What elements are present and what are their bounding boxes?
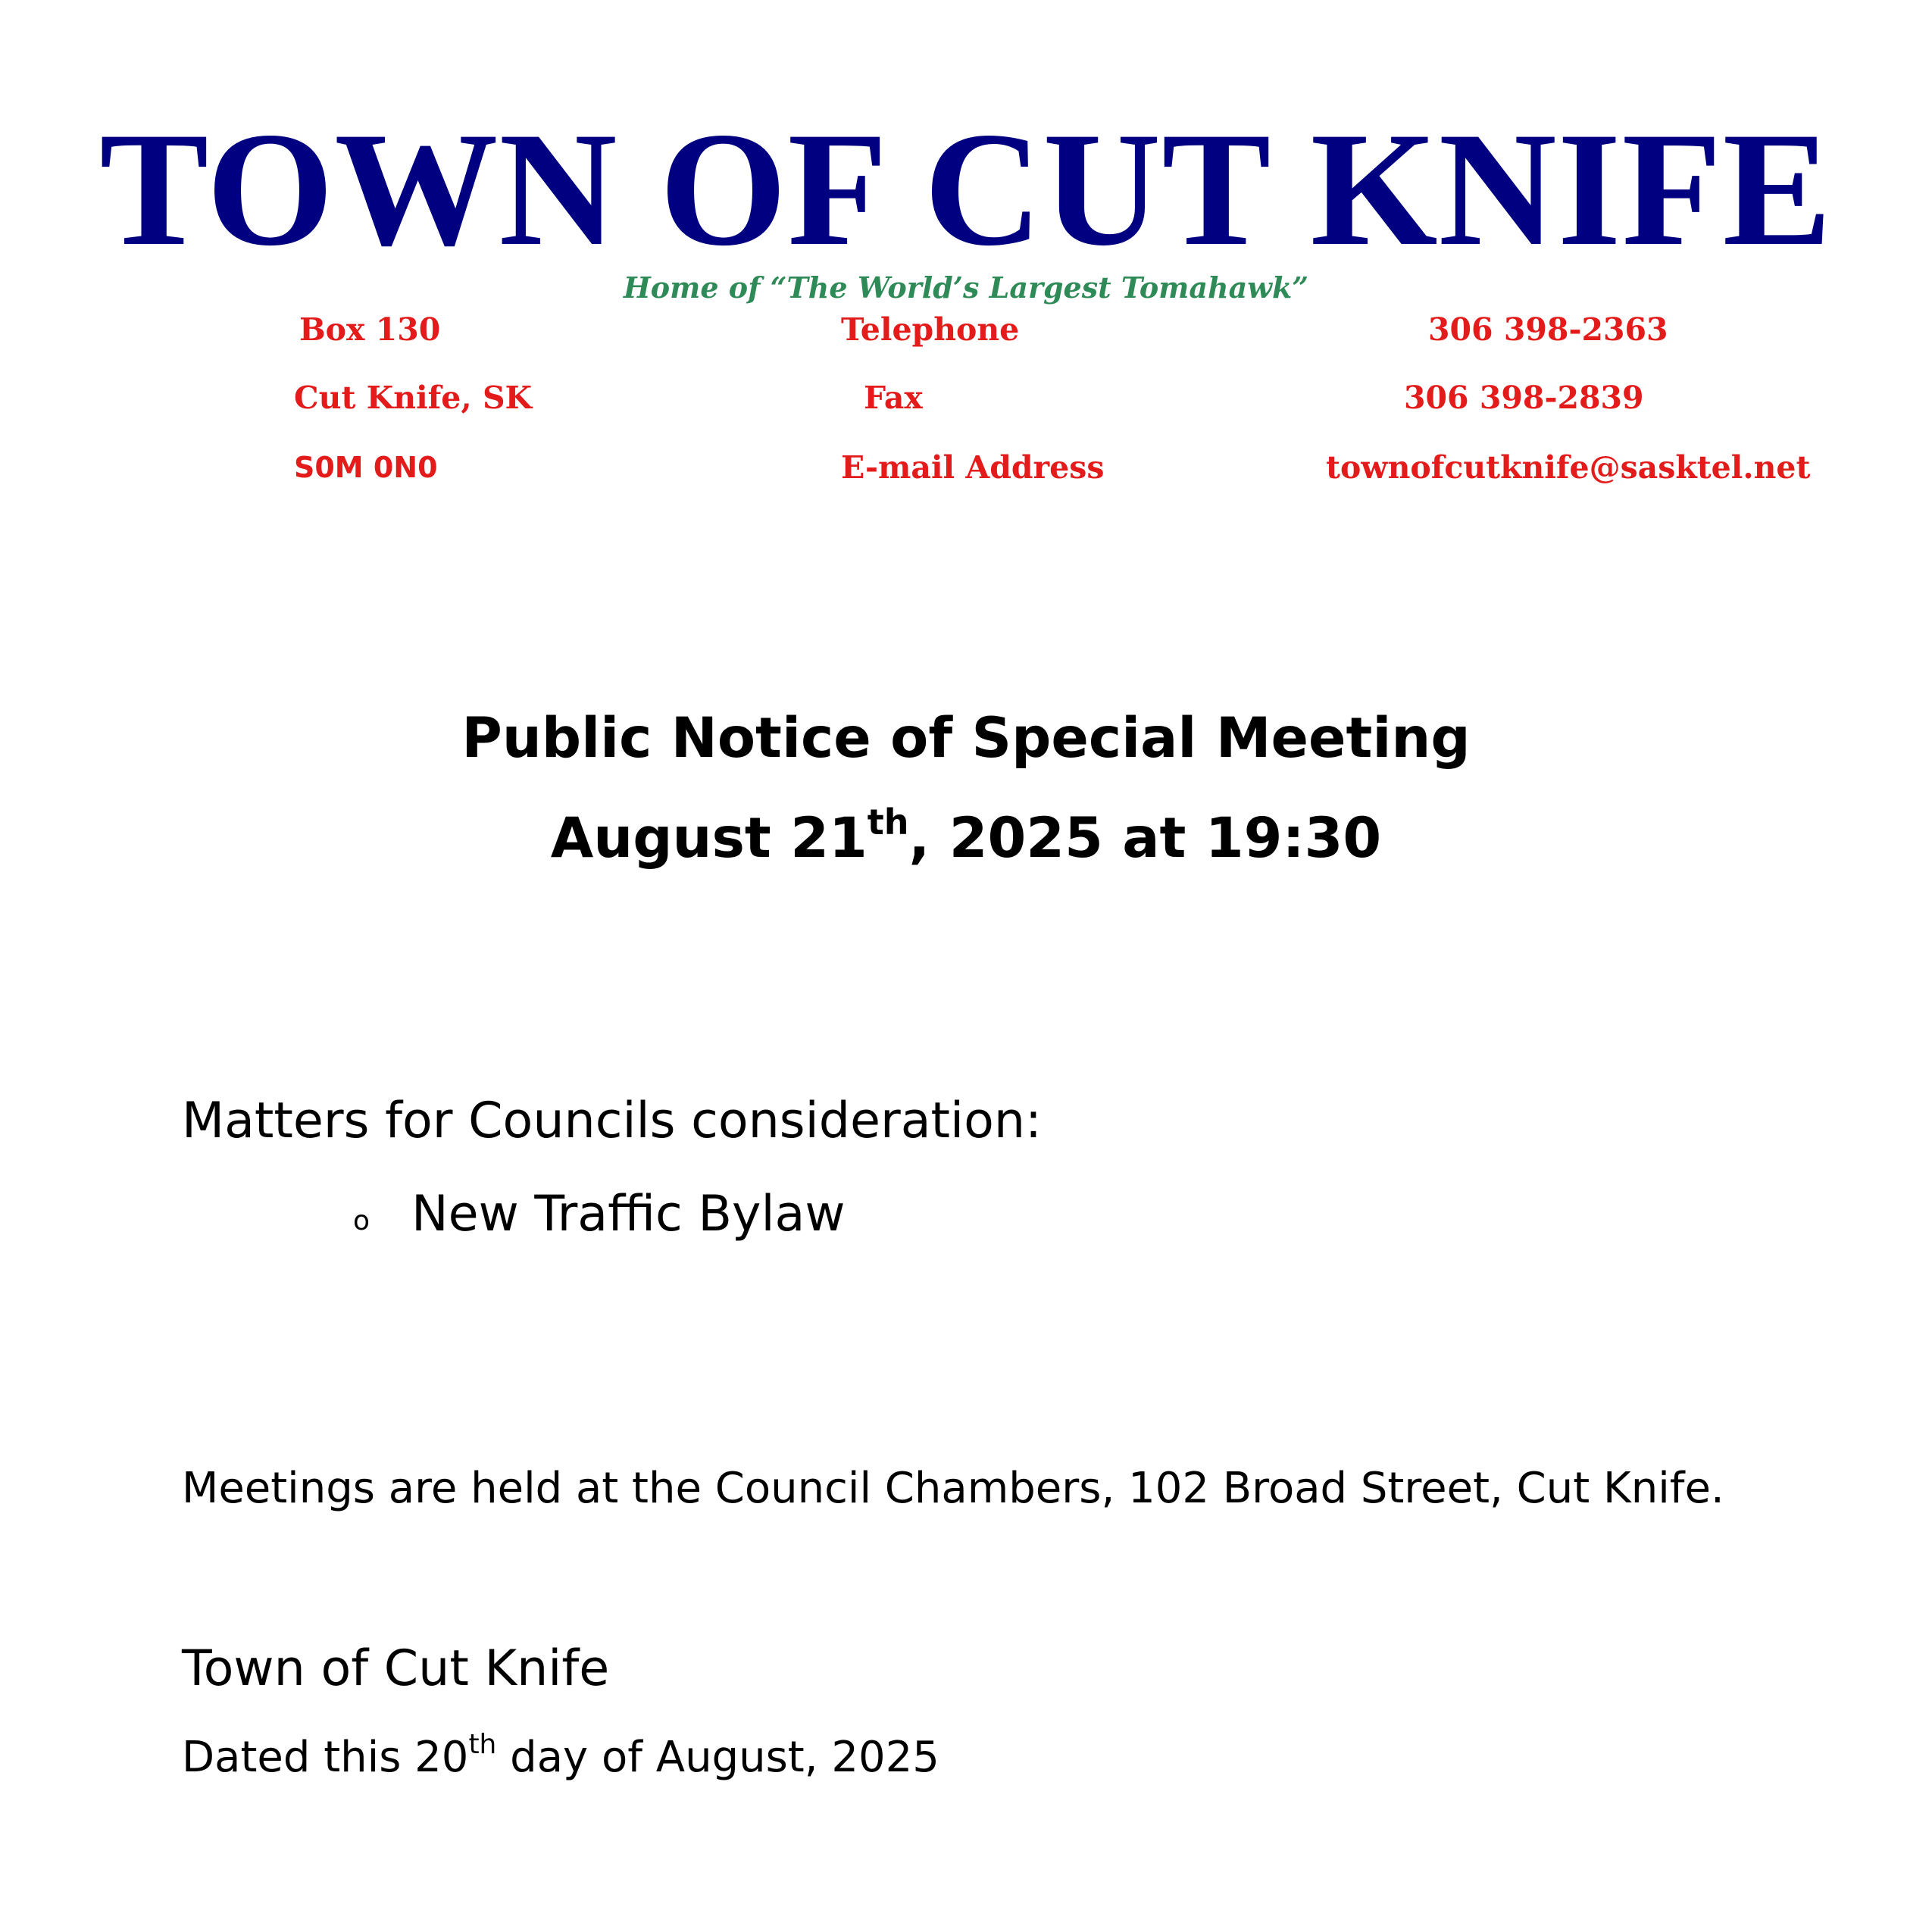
fax-label: Fax xyxy=(864,380,923,416)
address-line-2: Cut Knife, SK xyxy=(294,380,533,416)
signature-date-suffix: th xyxy=(468,1729,497,1760)
notice-heading: Public Notice of Special Meeting xyxy=(461,706,1471,771)
notice-date-main: August 21 xyxy=(550,806,868,871)
telephone-label: Telephone xyxy=(841,311,1020,348)
letterhead-title: TOWN OF CUT KNIFE xyxy=(99,98,1833,280)
signature-date-prefix: Dated this 20 xyxy=(182,1733,469,1782)
address-line-3: S0M 0N0 xyxy=(294,451,438,484)
notice-date xyxy=(0,802,1932,873)
meeting-location: Meetings are held at the Council Chambers, 102 Broad Street, Cut Knife. xyxy=(182,1464,1724,1513)
email-label: E-mail Address xyxy=(841,449,1105,486)
notice-date-suffix: th xyxy=(867,802,909,843)
signature-name: Town of Cut Knife xyxy=(182,1640,610,1697)
letterhead-tagline: Home of “The World’s Largest Tomahawk” xyxy=(623,270,1309,305)
fax-value: 306 398-2839 xyxy=(1404,380,1644,416)
matters-intro: Matters for Councils consideration: xyxy=(182,1093,1042,1149)
signature-date xyxy=(182,1731,939,1784)
telephone-value: 306 398-2363 xyxy=(1428,311,1668,348)
notice-date-rest: , 2025 at 19:30 xyxy=(908,806,1382,871)
signature-date-rest: day of August, 2025 xyxy=(496,1733,939,1782)
list-item: New Traffic Bylaw xyxy=(411,1186,846,1243)
bullet-icon: o xyxy=(353,1205,370,1236)
address-line-1: Box 130 xyxy=(299,311,441,348)
email-value[interactable]: townofcutknife@sasktel.net xyxy=(1326,449,1811,486)
